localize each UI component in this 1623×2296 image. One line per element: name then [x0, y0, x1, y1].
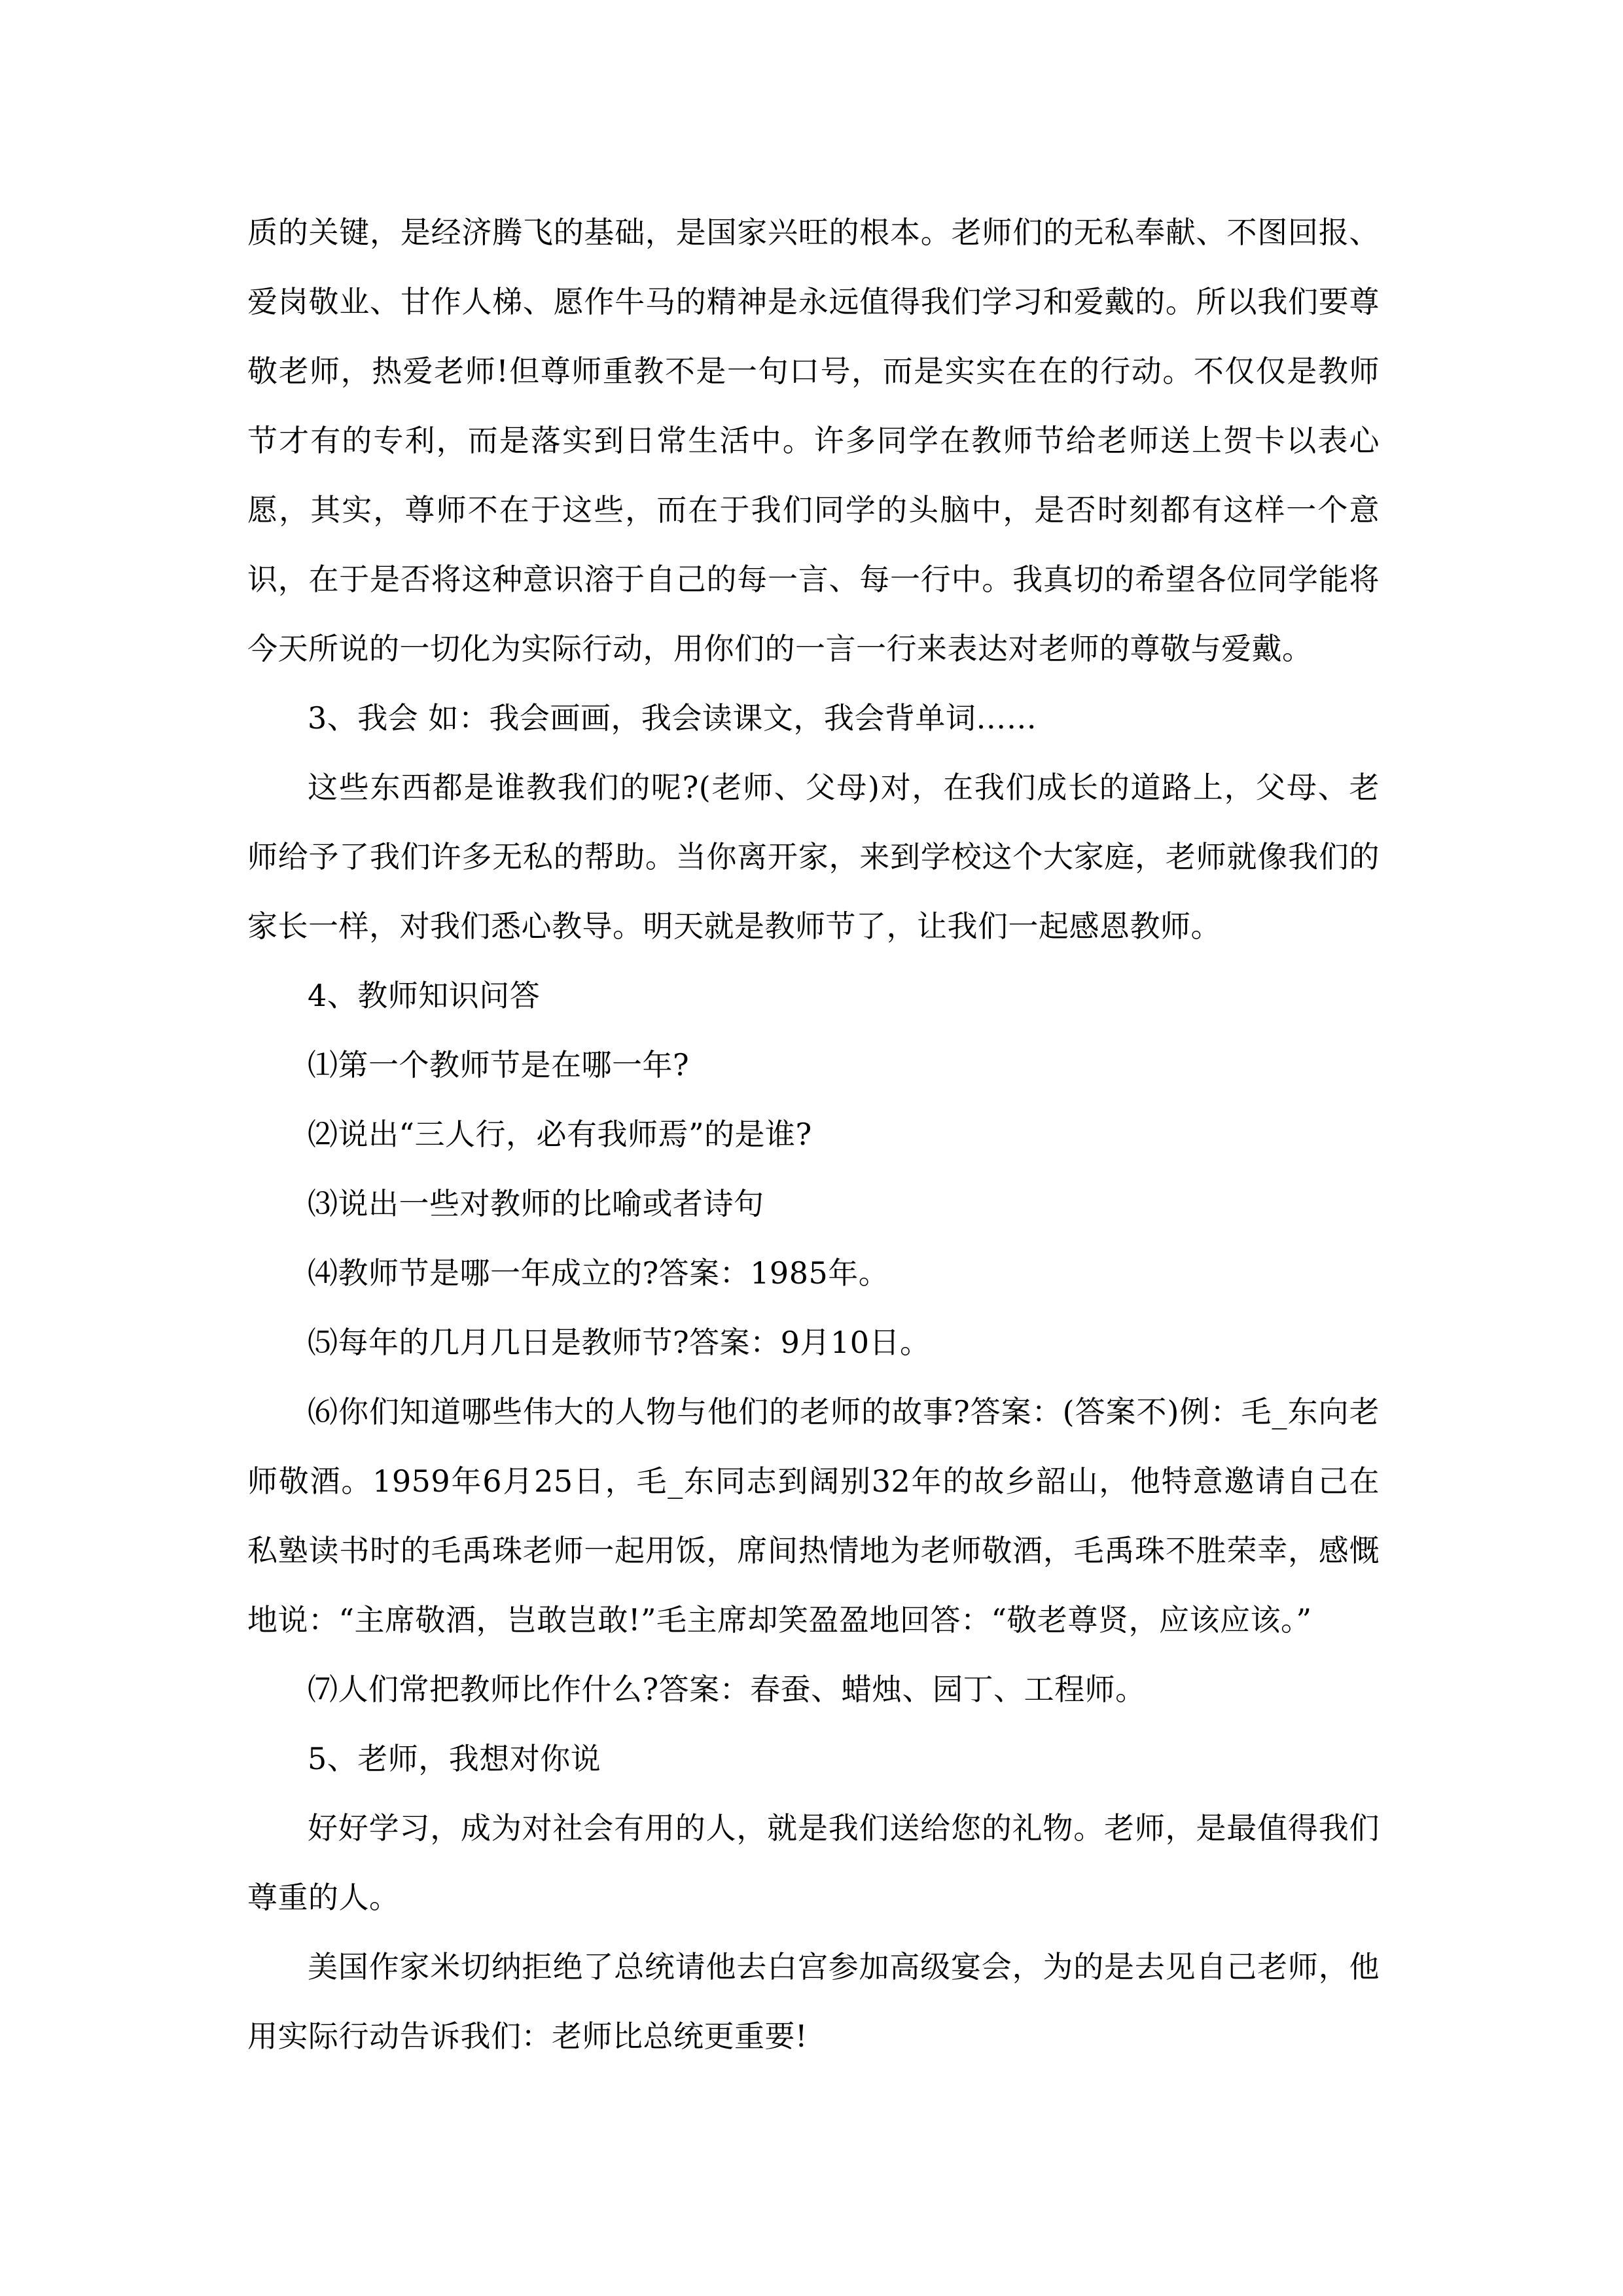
list-item: ⑴第一个教师节是在哪一年?: [308, 1047, 690, 1083]
list-item: ⑺人们常把教师比作什么?答案：春蚕、蜡烛、园丁、工程师。: [308, 1672, 1146, 1707]
section-heading-3: 3、我会 如：我会画画，我会读课文，我会背单词……: [308, 700, 1037, 736]
paragraph-continuation: 质的关键，是经济腾飞的基础，是国家兴旺的根本。老师们的无私奉献、不图回报、爱岗敬业、甘作人梯、愿作牛马的精神是永远值得我们学习和爱戴的。所以我们要尊敬老师，热爱老师!但尊师重教不是一句口号，而是实实在在的行动。不仅仅是教师节才有的专利，而是落实到日常生活中。许多同学在教师节给老师送上贺卡以表心愿，其实，尊师不在于这些，而在于我们同学的头脑中，是否时刻都有这样一个意识，在于是否将这种意识溶于自己的每一言、每一行中。我真切的希望各位同学能将今天所说的一切化为实际行动，用你们的一言一行来表达对老师的尊敬与爱戴。: [247, 215, 1380, 666]
list-item: ⑵说出“三人行，必有我师焉”的是谁?: [308, 1117, 812, 1152]
paragraph: 这些东西都是谁教我们的呢?(老师、父母)对，在我们成长的道路上，父母、老师给予了我们许多无私的帮助。当你离开家，来到学校这个大家庭，老师就像我们的家长一样，对我们悉心教导。明天就是教师节了，让我们一起感恩教师。: [247, 770, 1380, 944]
paragraph: 好好学习，成为对社会有用的人，就是我们送给您的礼物。老师，是最值得我们尊重的人。: [247, 1810, 1380, 1915]
paragraph: 美国作家米切纳拒绝了总统请他去白宫参加高级宴会，为的是去见自己老师，他用实际行动告诉我们：老师比总统更重要!: [247, 1949, 1380, 2054]
section-heading-4: 4、教师知识问答: [308, 978, 541, 1013]
list-item: ⑷教师节是哪一年成立的?答案：1985年。: [308, 1255, 889, 1291]
list-item: ⑸每年的几月几日是教师节?答案：9月10日。: [308, 1325, 931, 1360]
list-item: ⑶说出一些对教师的比喻或者诗句: [308, 1186, 764, 1221]
document-body: [247, 198, 1380, 2071]
list-item: ⑹你们知道哪些伟大的人物与他们的老师的故事?答案：(答案不)例：毛_东向老师敬酒。1959年6月25日，毛_东同志到阔别32年的故乡韶山，他特意邀请自己在私塾读书时的毛禹珠老师一起用饭，席间热情地为老师敬酒，毛禹珠不胜荣幸，感慨地说：“主席敬酒，岂敢岂敢!”毛主席却笑盈盈地回答：“敬老尊贤，应该应该。”: [247, 1394, 1380, 1638]
section-heading-5: 5、老师，我想对你说: [308, 1741, 601, 1776]
